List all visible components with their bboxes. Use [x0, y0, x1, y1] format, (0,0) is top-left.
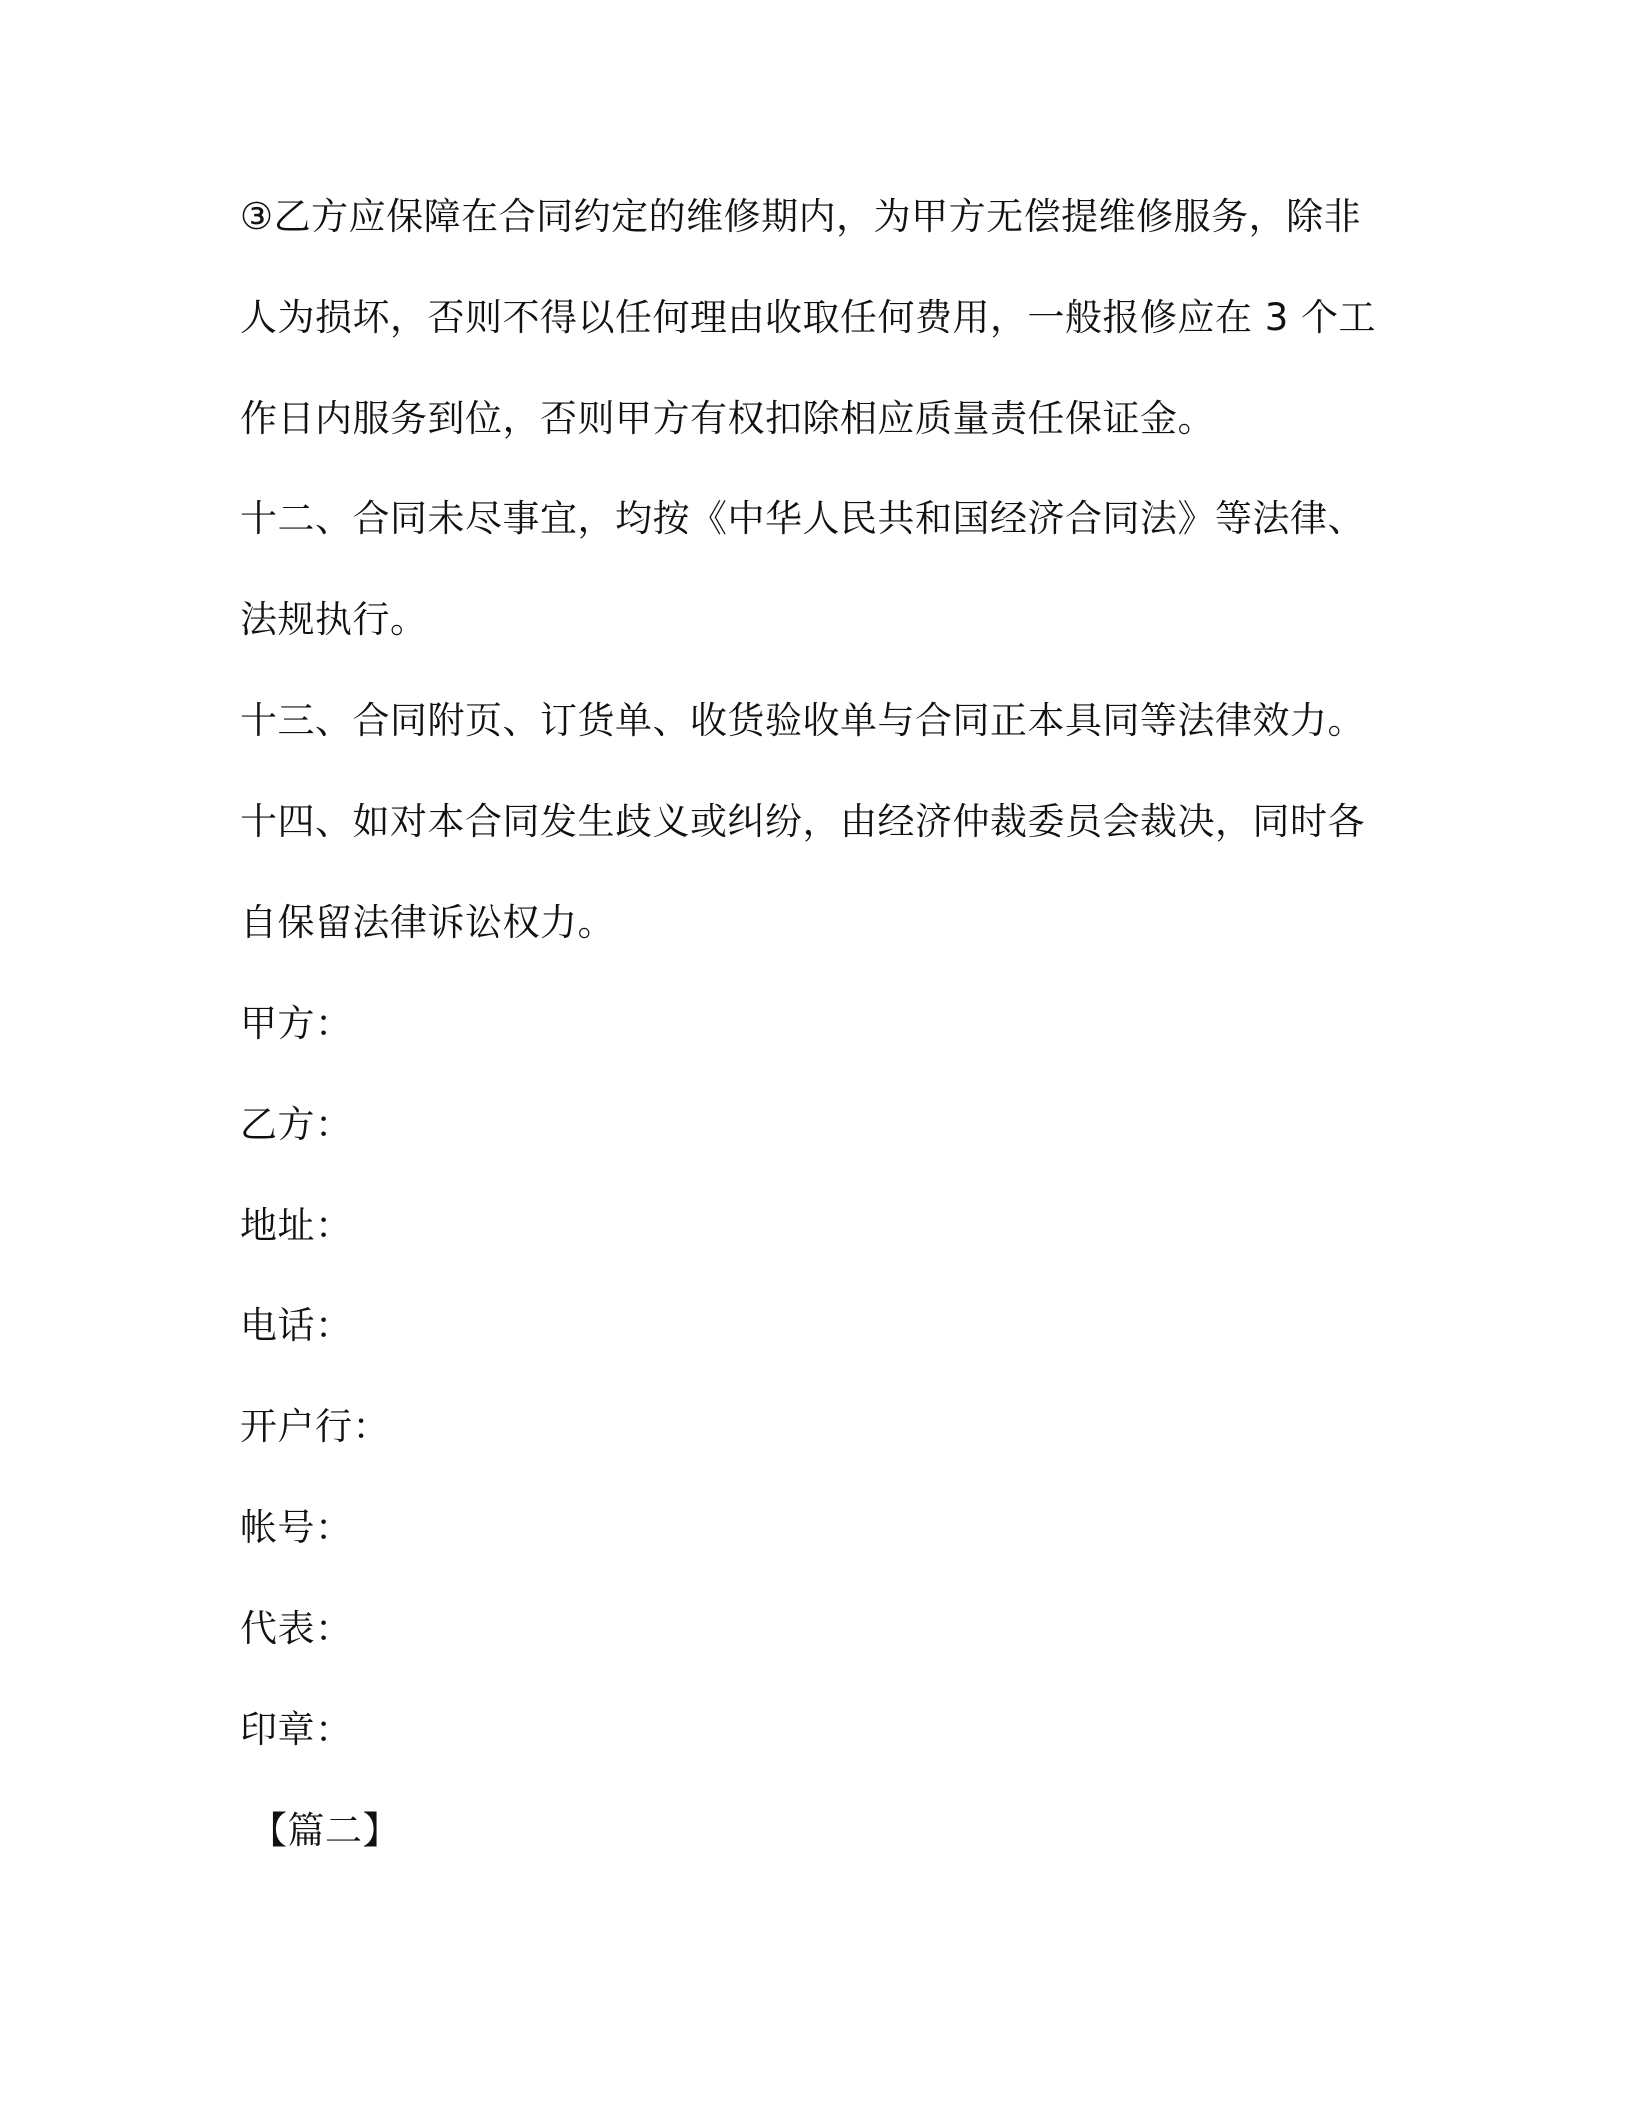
bank-label: 开户行：	[240, 1405, 390, 1448]
party-a-label: 甲方：	[240, 1002, 353, 1045]
clause-12-line-1: 十二、合同未尽事宜，均按《中华人民共和国经济合同法》等法律、	[240, 497, 1365, 540]
clause-14-line-1: 十四、如对本合同发生歧义或纠纷，由经济仲裁委员会裁决，同时各	[240, 800, 1365, 843]
phone-label: 电话：	[240, 1304, 353, 1347]
address-label: 地址：	[240, 1204, 353, 1247]
section-heading: 【篇二】	[250, 1809, 400, 1852]
clause-repair-line-2: 人为损坏，否则不得以任何理由收取任何费用，一般报修应在 3 个工	[240, 296, 1377, 339]
clause-repair-line-1: ③乙方应保障在合同约定的维修期内，为甲方无偿提维修服务，除非	[240, 195, 1362, 238]
clause-12-line-2: 法规执行。	[240, 598, 428, 641]
representative-label: 代表：	[240, 1607, 353, 1650]
clause-14-line-2: 自保留法律诉讼权力。	[240, 901, 615, 944]
party-b-label: 乙方：	[240, 1103, 353, 1146]
clause-repair-line-3: 作日内服务到位，否则甲方有权扣除相应质量责任保证金。	[240, 397, 1215, 440]
account-label: 帐号：	[240, 1506, 353, 1549]
clause-13: 十三、合同附页、订货单、收货验收单与合同正本具同等法律效力。	[240, 699, 1365, 742]
seal-label: 印章：	[240, 1708, 353, 1751]
